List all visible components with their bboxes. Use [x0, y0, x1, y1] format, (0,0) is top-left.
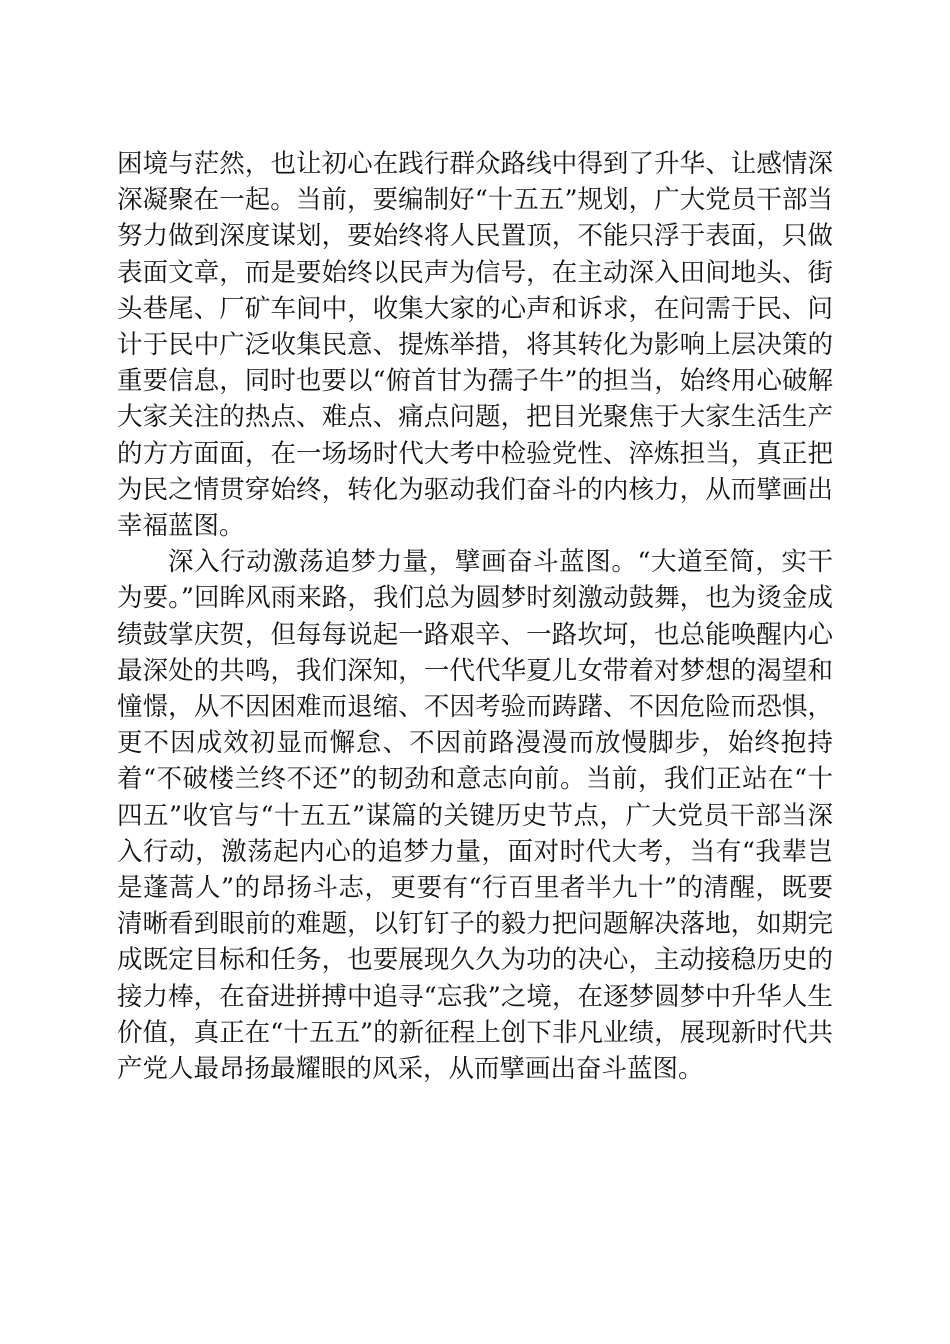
paragraph-2: 深入行动激荡追梦力量，擘画奋斗蓝图。“大道至简，实干为要。”回眸风雨来路，我们总为圆梦时刻激动鼓舞，也为烫金成绩鼓掌庆贺，但每每说起一路艰辛、一路坎坷，也总能唤醒内心最深处的共鸣，我们深知，一代代华夏儿女带着对梦想的渴望和憧憬，从不因困难而退缩、不因考验而踌躇、不因危险而恐惧，更不因成效初显而懈怠、不因前路漫漫而放慢脚步，始终抱持着“不破楼兰终不还”的韧劲和意志向前。当前，我们正站在“十四五”收官与“十五五”谋篇的关键历史节点，广大党员干部当深入行动，激荡起内心的追梦力量，面对时代大考，当有“我辈岂是蓬蒿人”的昂扬斗志，更要有“行百里者半九十”的清醒，既要清晰看到眼前的难题，以钉钉子的毅力把问题解决落地，如期完成既定目标和任务，也要展现久久为功的决心，主动接稳历史的接力棒，在奋进拼搏中追寻“忘我”之境，在逐梦圆梦中升华人生价值，真正在“十五五”的新征程上创下非凡业绩，展现新时代共产党人最昂扬最耀眼的风采，从而擘画出奋斗蓝图。	[117, 547, 833, 1085]
body-text	[117, 146, 833, 1087]
paragraph-1: 困境与茫然，也让初心在践行群众路线中得到了升华、让感情深深凝聚在一起。当前，要编制好“十五五”规划，广大党员干部当努力做到深度谋划，要始终将人民置顶，不能只浮于表面，只做表面文章，而是要始终以民声为信号，在主动深入田间地头、街头巷尾、厂矿车间中，收集大家的心声和诉求，在问需于民、问计于民中广泛收集民意、提炼举措，将其转化为影响上层决策的重要信息，同时也要以“俯首甘为孺子牛”的担当，始终用心破解大家关注的热点、难点、痛点问题，把目光聚焦于大家生活生产的方方面面，在一场场时代大考中检验党性、淬炼担当，真正把为民之情贯穿始终，转化为驱动我们奋斗的内核力，从而擘画出幸福蓝图。	[117, 149, 833, 542]
